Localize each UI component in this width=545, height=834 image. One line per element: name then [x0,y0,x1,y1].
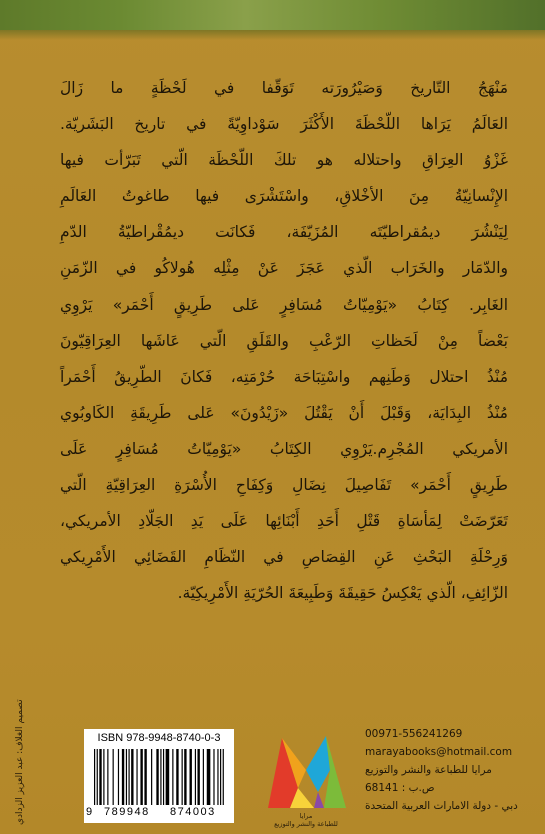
barcode-bar [156,749,158,805]
barcode-bar [99,749,101,805]
barcode-bar [190,749,192,805]
top-green-band [0,0,545,30]
blurb-line: مَنْهَجُ التّاريخ وَصَيْرُورَته تَوَقّفا في لَحْظَةٍ ما زَالَ [60,79,508,97]
blurb-line: طَرِيقٍ أَحْمَر» تَفَاصِيلَ نِضَالِ وَكِفَاحِ الأُسْرَةِ العِرَاقِيّةِ الّتي [60,476,508,495]
barcode-bar [107,749,108,805]
barcode-bar [140,749,142,805]
barcode-bar [203,749,204,805]
blurb-line: الزّائِفِ، الّذي يَعْكِسُ حَقِيقَةَ وَطَبِيعَةَ الحُرّيَةِ الأَمْرِيكِيّة. [177,584,508,603]
logo-blue-shape [306,736,330,792]
barcode-bar [122,749,124,805]
blurb-line: غَزْوُ العِرَاقِ واحتلاله هو تلكَ اللّحْظَة الّتي تَبَرّأت فيها [60,151,508,170]
logo-purple-shape [314,792,324,808]
barcode-bar [195,749,196,805]
barcode-bar [126,749,127,805]
blurb-paragraph [60,70,508,611]
publisher-phone: 00971-556241269 [365,728,463,740]
barcode-bar [184,749,186,805]
blurb-line: وَرِحْلَةِ البَحْثِ عَنِ القِصَاصِ في النّظَامِ القَضَائِي الأَمْرِيكي [60,548,508,567]
barcode-bar [136,749,137,805]
barcode-bar [163,749,164,805]
publisher-email: marayabooks@hotmail.com [365,746,513,758]
isbn-barcode [84,729,234,823]
blurb-line: الإِنْسانِيّةُ مِنَ الأخْلاقِ، واسْتَشْرَى فيها طاغوتُ العَالَمِ [60,187,508,206]
barcode-bar [176,749,178,805]
barcode-bar [144,749,146,805]
barcode-bar [217,749,218,805]
barcode-bars [94,749,224,805]
blurb-line: مُنْذُ البِدَايَة، وَقَبْلَ أَنْ يَقْتُلَ «زَيْدُونَ» عَلى طَرِيقَةِ الكَاوبُوي [60,403,508,422]
barcode-bar [113,749,114,805]
publisher-address: دبي - دولة الامارات العربية المتحدة [365,800,518,812]
blurb-line: مُنْذُ احتلال وَطَنِهم واسْتِبَاحَة حُرْمَتِه، فَكانَ الطّرِيقُ أَحْمَراً [60,367,508,386]
barcode-bar [97,749,98,805]
blurb-line: تَعَرّضَتْ لِمَأسَاةِ قَتْلِ أَحَدِ أَبْنَائِها عَلَى يَدِ الجَلّادِ الأمريكي، [60,512,508,531]
logo-caption-name: مرايا [299,812,313,820]
barcode-bar [118,749,119,805]
publisher-info [365,725,531,815]
barcode-bar [160,749,161,805]
barcode-bar [94,749,95,805]
blurb-line: والدّمَار والخَرَاب الّذي عَجَزَ عَنْ مِثْلِه هُولاكُو في الزّمَنِ [60,259,508,278]
barcode-bar [220,749,221,805]
barcode-right-group: 874003 [170,806,216,818]
barcode-bar [128,749,129,805]
logo-caption-sub: للطباعة والنشر والتوزيع [274,820,338,828]
blurb-line: العَالَمُ يَرَاها اللّحْظَةَ الأَكْثَرَ سَوْداوِيّةً في تاريخ البَشَريّة. [60,115,508,134]
blurb-line: الأمريكي المُجْرِم.يَرْوِي الكِتَابُ «يَوْمِيّاتُ مُسَافِرٍ عَلَى [60,439,508,458]
isbn-number: ISBN 978-9948-8740-0-3 [97,732,221,744]
blurb-line: لِيَنْشُرَ ديمُقراطيّتَه المُزَيّفَة، فَكانَت ديمُقْراطيّةُ الدّمِ [60,223,508,242]
barcode-bar [166,749,170,805]
logo-caption [258,812,354,828]
barcode-left-group: 789948 [104,806,150,818]
blurb-line: الغَابِر. كِتَابُ «يَوْمِيّاتُ مُسَافِرٍ عَلى طَرِيقٍ أَحْمَر» يَرْوِي [60,295,508,314]
barcode-bar [172,749,173,805]
barcode-bar [197,749,199,805]
barcode-bar [207,749,211,805]
barcode-bar [213,749,214,805]
barcode-digits [84,806,234,820]
barcode-bar [151,749,152,805]
barcode-first-digit: 9 [86,806,93,818]
barcode-bar [131,749,133,805]
blurb-line: بَعْضاً مِنْ لَحَظاتِ الرّعْبِ والقَلَقِ الّتي عَاشَها العِرَاقِيّونَ [60,331,508,350]
barcode-bar [223,749,224,805]
publisher-name: مرايا للطباعة والنشر والتوزيع [365,764,492,776]
barcode-bar [182,749,183,805]
publisher-pobox: ص.ب : 68141 [365,782,435,794]
barcode-bar [103,749,104,805]
cover-design-credit: تصميم الغلاف: عبد العزيز الزدادي [15,699,25,825]
